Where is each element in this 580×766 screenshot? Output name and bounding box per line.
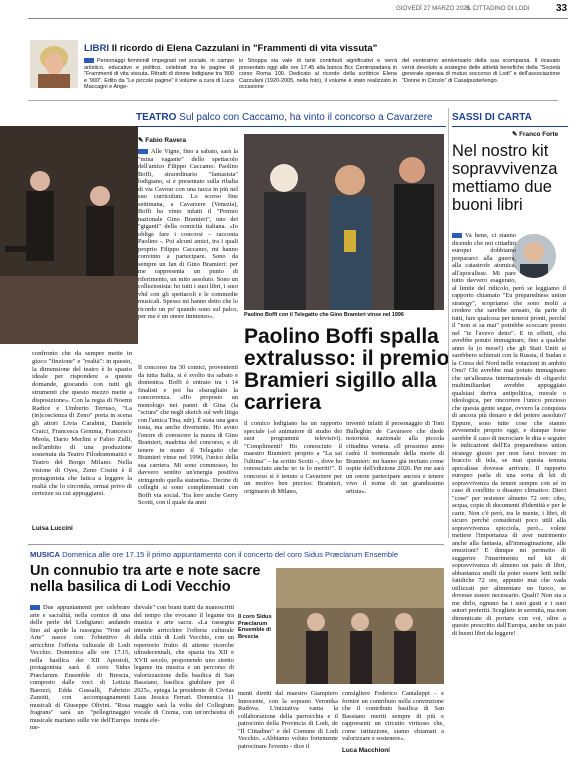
libri-col-2: lo Stroppa sia vale di tanti contributi significativi e verrà presentato oggi alle ore 17.45 alla banca Bcc Centropadana in corso Roma 100. Dedicato al ricordo della scrittrice Elena Cazzulani (1920-2005, nella foto), il volume è stato realizzato in occasione (239, 58, 397, 90)
page-header (0, 4, 580, 16)
stage-photo (0, 126, 138, 344)
musica-kicker: MUSICA (30, 550, 60, 559)
teatro-left-signature: Luisa Luccini (32, 525, 73, 532)
portrait-float-spacer (516, 232, 566, 282)
musica-subhead: Domenica alle ore 17.15 il primo appuntamento con il concerto del coro Sidus Præclarum Ensemble (62, 550, 399, 559)
choir-photo (276, 568, 444, 684)
teatro-main-headline: Paolino Boffi spalla extralusso: il premio Bramieri sigillo alla carriera (244, 325, 450, 414)
teatro-col-c: il comico lodigiano ha un rapporto speciale («è animatore di studio dei suoi programmi televisivi). "Complimenti! Ho conosciuto il maestro Bramieri: proprio a "La sai l'ultima" – ha scritto Scotti –, dove ho conosciuto anche te: te lo meriti!". Il concorso si è tenuto a Cavarzere per un motivo ben preciso: Bramieri, originario di Milano, (244, 420, 342, 495)
sassi-byline: ✎ Franco Forte (512, 131, 559, 138)
libri-title: Il ricordo di Elena Cazzulani in "Frammenti di vita vissuta" (111, 43, 378, 54)
musica-photo-caption: Il coro Sidus Præclarum Ensemble di Brescia (238, 614, 272, 640)
musica-col-3: menti diretti dal maestro Giampiero Innocente, con la soprano Veronika Rudova. L'iniziativa vanta la collaborazione della parrocchia e il patrocinio della Provincia di Lodi, de "Il Cittadino" e del Comune di Lodi Vecchio. «Abbiamo voluto fortemente patrocinare l'evento - dice il (238, 690, 338, 750)
sassi-rule (452, 126, 568, 127)
header-paper: IL CITTADINO DI LODI (466, 5, 530, 12)
boffi-photo (244, 134, 444, 310)
libri-col-3: del ventesimo anniversario della sua scomparsa. Il ricavato verrà devoluto a sostegno delle attività benefiche della "Società generale operaia di mutuo soccorso di Lodi" e dell'associazione "Donne in Circolo" di Casalpusterlengo. (402, 58, 560, 84)
sassi-body: Va bene, ci stanno dicendo che noi cittadini europei dobbiamo prepararci alla guerra, alla catastrofe atomica, all'apocalisse. Mi pare tutto davvero esagerato, al limite del ridicolo, però se leggiamo il rapporto chiamato "Eu preparedness union strategy", scopriamo che sono molti a credere che sarebbe sensato, da parte di tutti, fare qualcosa per tenersi pronti, perché il "non si sa mai" potrebbe scoccare presto nel "te l'avevo detto". E in effetti, chi avrebbe potuto immaginare, fino a qualche anno fa (o mese!) che gli Stati Uniti si sarebbero schierati con la Russia, il Sudan e la Corea del Nord nelle votazioni in ambito Onu? Chi avrebbe mai potuto immaginare che un'alleanza internazionale di oligarchi multimiliardari avrebbe appoggiato qualsiasi deriva antipolitica, morale o ideologica, per rincorrere l'unico prezioso che questa gente segue, ovvero la conquista di ancora più denaro e del potere assoluto? Eppure, sono tutte cose che stanno avvenendo proprio oggi, e dunque forse sarebbe il caso di incrociare le dita e seguire le indicazioni dell'Eu preparedness union strategy giusto per non farsi trovare in braccio di tela, se mai questa temuta apocalisse dovesse arrivare. Il rapporto europeo parla di una sorta di kit di sopravvivenza da tenere sempre con sé in caso di conflitto o disastro climatico. Dieci "cose" per resistere almeno 72 ore: cibo, acqua, copie di documenti d'identità e per le carte. Non c'è però, tra le mente, i libri, di sicuro perché considerati poco utili alla sopravvivenza spicciola, però... volete mettere l'importanza di aver nutrimento anche alla fantasia, all'immaginazione, alle emozioni? E dunque mi permetto di suggerire l'inserimento nel kit di sopravvivenza di almeno un paio di libri, abbastanza snelli da poter essere letti nelle fatidiche 72 ore, appunto mai che vada utilizzati per alimentare un fuoco, se dovesse essere necessario. Quali? Non sta a me dirlo, ognuno ha i suoi gusti e i suoi autori preferiti. Scegliete in serenità, ma non dimenticate di portare con voi, oltre a questo prescritto dall'Europa, anche un paio di buoni libri da leggere! (452, 232, 566, 637)
bullet-square (452, 233, 462, 238)
header-rule (28, 18, 568, 19)
libri-col-1: Personaggi femminili impegnati nel sociale, in campo artistico, educativo e politico, celebrati tra le pagine di "Frammenti di vita vissuta. Ritratti di donne lodigiane tra '800 e '900". Edito da "Le piccole pagine" il volume a cura di Luca Maccagni e Ange- (84, 58, 234, 90)
teatro-kicker: TEATRO (136, 112, 177, 123)
bullet-square (84, 58, 94, 63)
cazzulani-photo (30, 40, 78, 88)
libri-bottom-rule (28, 100, 558, 101)
teatro-divider (448, 108, 449, 538)
bullet-square (138, 149, 148, 154)
portrait-image (30, 40, 78, 88)
teatro-subhead: Sul palco con Caccamo, ha vinto il concorso a Cavarzere (179, 112, 433, 123)
musica-col-4: consigliere Federico Cantaluppi - e fornire un contributo nella convinzione che il contributo basilica di San Bassiano meriti sempre di più e rappresenti un circuito virtuoso che, come istituzione, siamo chiamati a valorizzare e sostenere». (342, 690, 444, 742)
musica-signature: Luca Macchioni (342, 747, 390, 754)
pen-icon: ✎ (512, 131, 520, 138)
libri-headline (84, 43, 554, 54)
pen-icon: ✎ (138, 137, 146, 144)
teatro-byline: ✎ Fabio Ravera (138, 137, 187, 144)
libri-kicker: LIBRI (84, 43, 110, 54)
teatro-col-b: Il concorso tra 30 comici, provenienti da tutta Italia, si è svolto tra sabato e domenica. Boffi è entrato tra i 14 finalisti e poi ha sbaragliato la concorrenza. «Ho proposto un monologo nei panni di Gina (la "sciura" che negli sketch sul web litiga con l'amica Tina, ndr). È stata una gara tosta, ma anche divertente. Ho avuto l'onore di conoscere la nuora di Gino Bramieri, madrina del concorso, e di tenere in mano il Telegatto che Bramieri vinse nel 1996, l'unico della sua carriera. Mi sono commosso, ho davvero sentito un'energia positiva stringendo quella statuetta». Decine di colleghi si sono complimentati con Boffi via social. Tra loro anche Gerry Scotti, con il quale da anni (138, 364, 238, 506)
sassi-headline: Nel nostro kit sopravvivenza mettiamo due buoni libri (452, 142, 558, 214)
bullet-square (30, 605, 40, 610)
stage-image (0, 126, 138, 344)
musica-top-rule (28, 544, 444, 545)
musica-col-1: Due appuntamenti per celebrare arte e sacralità, nella cornice di una delle perle del Lodigiano: andando fino ad aprile la rassegna "Note ad Arte" nasce con l'obiettivo di arricchire l'offerta culturale di Lodi Vecchio. Domenica alle ore 17.15, nella basilica dei XII Apostoli, protagonista sarà il coro Sidus Præclarum Ensemble di Brescia, composto dalle voci di Letizia Barozzi, Edda Gussalli, Fabrizio Zanotti, con accompagnamenti musicali di Giuseppe Olivini. "Rosa fragrans" sarà un "pellegrinaggio musicale mariano sulle vie dell'Europa me- (30, 604, 130, 731)
musica-headline: Un connubio tra arte e note sacre nella basilica di Lodi Vecchio (30, 563, 261, 595)
boffi-photo-caption: Paolino Boffi con il Telegatto che Gino Bramieri vinse nel 1996 (244, 312, 404, 318)
teatro-col-d: inventò infatti il personaggio di Toni Bulleghin de Cavarsere che diede notorietà nazionale alla piccola cittadina veneta. «Il prossimo anno cadrà il trentennale della morte di Bramieri: mi hanno già invitato come ospite dell'edizione 2026. Per me sarà un onore partecipare ancora e tenere vivo il nome di un grandissimo artista». (346, 420, 444, 495)
header-page-number: 33 (556, 3, 568, 14)
musica-header (30, 550, 444, 559)
teatro-col-a: Alle Vigne, fino a sabato, sarà la "mina vagante" dello spettacolo dell'amico Filippo Caccamo. Paolino Boffi, straordinario "fantasista" lodigiano, si è presentato sulla ribalta di via Cavour con una tacca in più nel suo curriculum. Lo scorso fine settimana, a Cavarzere (Venezia), Boffi ha vinto infatti il "Premio nazionale Gino Bramieri", uno dei "giganti" della comicità italiana. «Io oblige fare i concorsi – racconta Paolino -. Poi alcuni amici, tra i quali proprio Filippo Caccamo, mi hanno convinto a partecipare. Sono da sempre un fan di Gino Bramieri: per me rappresenta un punto di riferimento, un mito assoluto. Sono un collezionista: ho tutti i suoi libri, i suoi vhd con gli spettacoli e le commedie musicali. Spesso mi hanno detto che lo ricordo un po' quando sono sul palco, per me è un onore immenso». (138, 148, 238, 320)
choir-image (276, 568, 444, 684)
teatro-rule (136, 126, 446, 127)
sassi-kicker: SASSI DI CARTA (452, 112, 532, 123)
header-date: GIOVEDÌ 27 MARZO 2025 (396, 5, 470, 12)
musica-col-2: dievale" con brani tratti da manoscritti del tempo che evocano il legame tra musica e arte sacra. «La rassegna intende arricchire l'offerta culturale della città di Lodi Vecchio, con un repertorio frutto di attente ricerche ultradecennali, che spazia tra XII e XVII secolo, proponendo uno stretto legame tra musica e un percorso di valorizzazione della basilica di San Bassiano, basilica giubilare per il 2025», spiega la presidente di Civitas Laus Jessica Ferrari. Domenica 11 maggio sarà la volta del Collegium vocale di Crema, con un'orchestra di trenta ele- (134, 604, 234, 724)
teatro-header (136, 112, 446, 123)
teatro-left-col: confronto che da sempre mette in gioco "finzione" e "realtà": in questo, la dimensione del teatro è lo spazio ideale per rispondere a queste domande, giocando con tutti gli strumenti che questo mezzo mette a disposizione». Con la regia di Noemi Radice e Umberto Terruso, "La (in)coscienza di Zeno" porta in scena gli attori Livia Carabini, Daniele Craici, Francesca Gemma, Francesco Meola, Dario Merlini e Fabio Zulli, nell'ambito di una produzione sostenuta da Teatro Filodrammatici e Teatro del Borgo Milano. Nella visione di Oyes, Zeno Cosini è il protagonista che fatica a leggere la realtà che lo circonda, ormai privo di certezze su cui appoggiarsi. (32, 350, 132, 498)
boffi-image (244, 134, 444, 310)
